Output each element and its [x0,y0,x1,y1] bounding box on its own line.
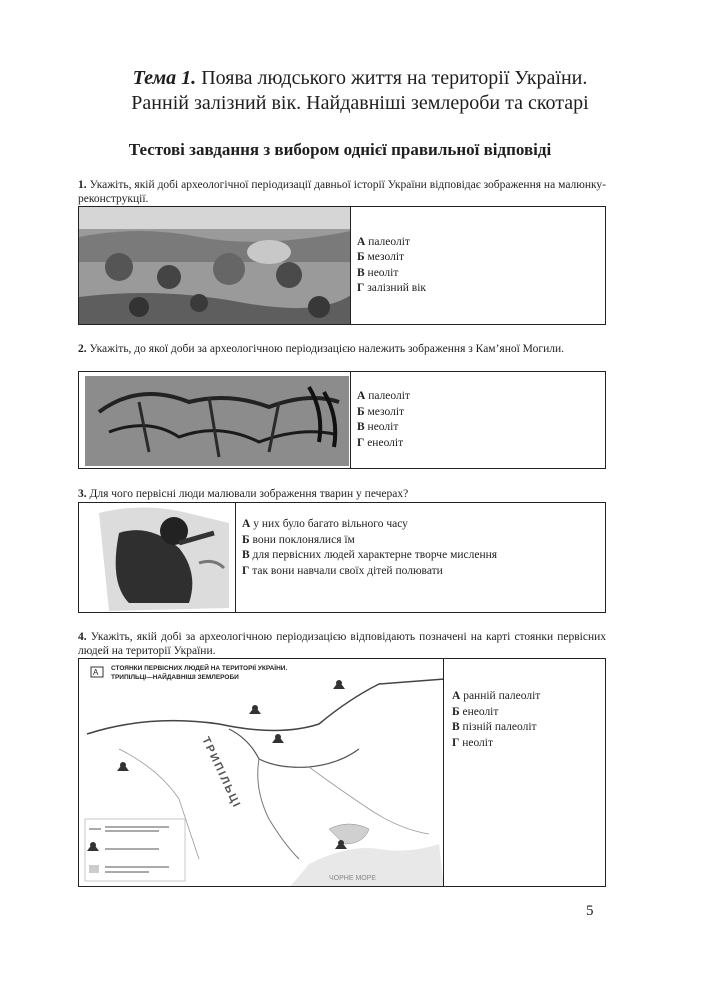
map-image [79,659,444,886]
question-1-box [78,206,606,325]
option-2b[interactable]: Б мезоліт [357,405,405,418]
option-4d[interactable]: Г неоліт [452,736,494,749]
cave-drawing-image [79,372,351,468]
option-1d[interactable]: Г залізний вік [357,282,426,294]
map-sea-label: ЧОРНЕ МОРЕ [329,875,377,882]
question-2-box [78,371,606,469]
option-1c[interactable]: В неоліт [357,266,399,279]
map-trypillia-label: ТРИПІЛЬЦІ [199,735,243,811]
question-2-text: 2. Укажіть, до якої доби за археологічною періодизацією належить зображення з Кам’яної Могили. [78,343,564,355]
reconstruction-image [79,207,351,324]
map-badge: А [93,668,99,677]
question-3-options [236,503,497,612]
option-2a[interactable]: А палеоліт [357,390,410,402]
topic-lead: Тема 1. [132,67,197,89]
option-3c[interactable]: В для первісних людей характерне творче мислення [242,549,498,561]
option-4b[interactable]: Б енеоліт [452,705,499,718]
topic-line1: Поява людського життя на території України. [201,67,588,89]
map-title-1: СТОЯНКИ ПЕРВІСНИХ ЛЮДЕЙ НА ТЕРИТОРІЇ УКРАЇНИ. [111,665,288,672]
topic-line2: Ранній залізний вік. Найдавніші землероби та скотарі [131,92,589,114]
option-3a[interactable]: А у них було багато вільного часу [242,518,408,530]
question-2-options [351,372,410,468]
option-3d[interactable]: Г так вони навчали своїх дітей полювати [242,564,443,577]
question-3-box [78,502,606,613]
option-1a[interactable]: А палеоліт [357,235,410,248]
option-3b[interactable]: Б вони поклонялися їм [242,533,355,546]
page-number: 5 [586,903,594,919]
map-title-2: ТРИПІЛЬЦІ—НАЙДАВНІШІ ЗЕМЛЕРОБИ [111,674,239,681]
option-1b[interactable]: Б мезоліт [357,251,405,263]
question-1-options [351,207,426,324]
question-1-text: 1. Укажіть, якій добі археологічної періодизації давньої історії України відповідає зображення на малюнку-реконструкції. [78,179,607,205]
topic-title [0,66,720,116]
cave-painter-image [79,503,236,612]
option-4a[interactable]: А ранній палеоліт [452,690,541,702]
question-3-text: 3. Для чого первісні люди малювали зображення тварин у печерах? [78,488,409,500]
option-4c[interactable]: В пізній палеоліт [452,721,537,733]
question-4-box [78,658,606,887]
question-4-text: 4. Укажіть, якій добі за археологічною періодизацією відповідають позначені на карті стоянки первісних людей на території України. [78,631,607,657]
option-2d[interactable]: Г енеоліт [357,436,404,449]
question-4-options [444,659,540,886]
section-title: Тестові завдання з вибором однієї правильної відповіді [128,140,552,159]
option-2c[interactable]: В неоліт [357,421,399,433]
